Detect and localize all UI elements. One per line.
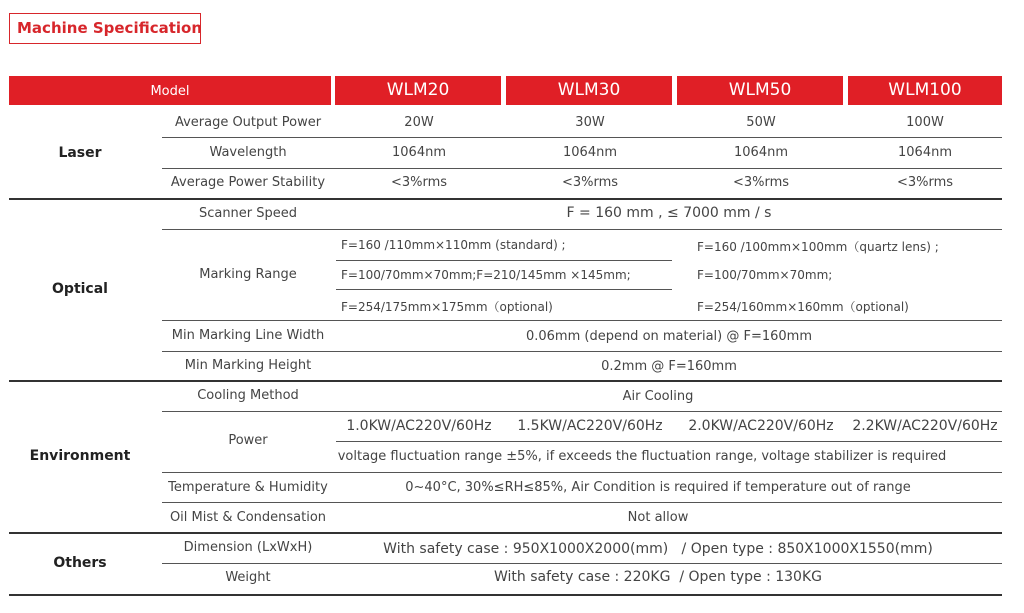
row-divider bbox=[162, 351, 1002, 352]
row-divider bbox=[162, 137, 1002, 138]
value-cell: 0~40°C, 30%≤RH≤85%, Air Condition is required if temperature out of range bbox=[405, 480, 911, 495]
row-divider bbox=[162, 563, 1002, 564]
param-label: Scanner Speed bbox=[198, 206, 298, 221]
row-divider bbox=[162, 502, 1002, 503]
value-cell: 0.06mm (depend on material) @ F=160mm bbox=[525, 329, 813, 344]
marking-range-line: F=100/70mm×70mm;F=210/145mm ×145mm; bbox=[341, 268, 631, 282]
value-cell: Not allow bbox=[627, 510, 689, 525]
section-divider bbox=[9, 198, 1002, 200]
value-cell: 30W bbox=[575, 115, 605, 130]
param-label: Average Power Stability bbox=[170, 175, 326, 190]
marking-range-line: F=100/70mm×70mm; bbox=[697, 268, 833, 282]
value-cell: voltage fluctuation range ±5%, if exceeds the fluctuation range, voltage stabilizer is required bbox=[337, 449, 947, 464]
param-label: Wavelength bbox=[209, 145, 287, 160]
marking-range-line: F=160 /100mm×100mm（quartz lens) ; bbox=[697, 240, 939, 254]
row-divider bbox=[336, 260, 672, 261]
marking-range-line: F=254/160mm×160mm（optional) bbox=[697, 300, 909, 314]
param-label: Cooling Method bbox=[197, 388, 299, 403]
header-wlm30-label: WLM30 bbox=[557, 80, 621, 100]
param-label: Dimension (LxWxH) bbox=[183, 540, 313, 555]
param-label: Min Marking Height bbox=[184, 358, 312, 373]
header-model bbox=[9, 76, 331, 105]
marking-range-line: F=254/175mm×175mm（optional) bbox=[341, 300, 553, 314]
section-title: Machine Specification bbox=[17, 19, 203, 37]
section-divider bbox=[9, 380, 1002, 382]
value-cell: 2.0KW/AC220V/60Hz bbox=[688, 418, 834, 434]
value-cell: 100W bbox=[906, 115, 944, 130]
value-cell: <3%rms bbox=[390, 175, 448, 190]
header-wlm20 bbox=[335, 76, 501, 105]
row-divider bbox=[162, 411, 1002, 412]
value-cell: 1064nm bbox=[734, 145, 788, 160]
row-divider bbox=[162, 229, 1002, 230]
row-divider bbox=[336, 441, 1002, 442]
value-cell: Air Cooling bbox=[622, 389, 694, 404]
value-cell: 50W bbox=[746, 115, 776, 130]
value-cell: <3%rms bbox=[561, 175, 619, 190]
param-label: Weight bbox=[225, 570, 271, 585]
value-cell: 20W bbox=[404, 115, 434, 130]
value-cell: With safety case : 950X1000X2000(mm) / Open type : 850X1000X1550(mm) bbox=[383, 541, 933, 557]
section-title-box bbox=[9, 13, 201, 44]
value-cell: 1064nm bbox=[563, 145, 617, 160]
header-wlm50-label: WLM50 bbox=[728, 80, 792, 100]
row-divider bbox=[162, 472, 1002, 473]
param-label: Power bbox=[228, 433, 268, 448]
category-laser: Laser bbox=[58, 145, 102, 161]
table-bottom-border bbox=[9, 594, 1002, 596]
category-optical: Optical bbox=[52, 281, 108, 297]
param-label: Average Output Power bbox=[174, 115, 322, 130]
header-wlm100-label: WLM100 bbox=[888, 80, 962, 100]
header-model-label: Model bbox=[150, 84, 190, 99]
param-label: Oil Mist & Condensation bbox=[169, 510, 327, 525]
category-others: Others bbox=[53, 555, 107, 571]
value-cell: 0.2mm @ F=160mm bbox=[601, 359, 737, 374]
value-cell: 2.2KW/AC220V/60Hz bbox=[852, 418, 998, 434]
value-cell: <3%rms bbox=[896, 175, 954, 190]
value-cell: With safety case : 220KG / Open type : 130KG bbox=[494, 569, 822, 585]
header-wlm20-label: WLM20 bbox=[386, 80, 450, 100]
row-divider bbox=[336, 289, 672, 290]
value-cell: 1.0KW/AC220V/60Hz bbox=[346, 418, 492, 434]
value-cell: 1.5KW/AC220V/60Hz bbox=[517, 418, 663, 434]
value-cell: F = 160 mm , ≤ 7000 mm / s bbox=[566, 205, 772, 221]
section-divider bbox=[9, 532, 1002, 534]
header-wlm100 bbox=[848, 76, 1002, 105]
value-cell: <3%rms bbox=[732, 175, 790, 190]
header-wlm50 bbox=[677, 76, 843, 105]
marking-range-line: F=160 /110mm×110mm (standard) ; bbox=[341, 238, 566, 252]
value-cell: 1064nm bbox=[392, 145, 446, 160]
row-divider bbox=[162, 168, 1002, 169]
value-cell: 1064nm bbox=[898, 145, 952, 160]
header-wlm30 bbox=[506, 76, 672, 105]
category-environment: Environment bbox=[29, 448, 131, 464]
param-label: Temperature & Humidity bbox=[168, 480, 328, 495]
param-label: Marking Range bbox=[199, 267, 297, 282]
row-divider bbox=[162, 320, 1002, 321]
param-label: Min Marking Line Width bbox=[171, 328, 325, 343]
